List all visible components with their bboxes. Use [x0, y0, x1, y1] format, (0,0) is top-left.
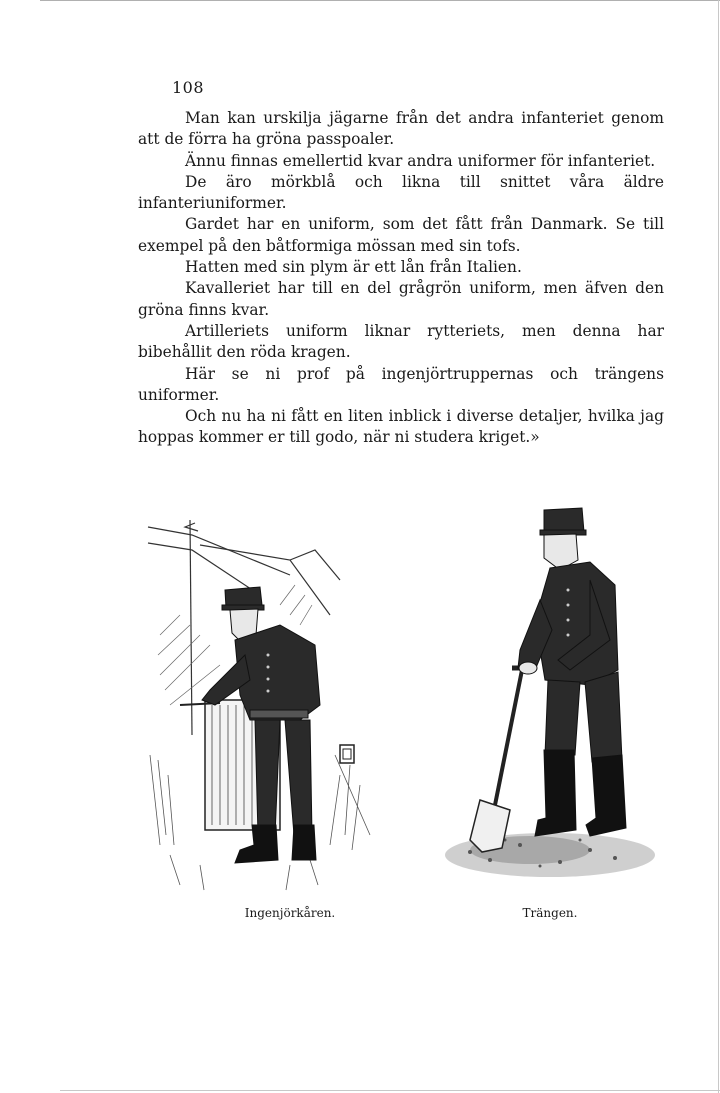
paragraph: Man kan urskilja jägarne från det andra infanteriet genom att de förra ha gröna passpoaler. [138, 109, 664, 149]
page-edge-right [718, 0, 719, 1093]
paragraph: Hatten med sin plym är ett lån från Italien. [185, 258, 522, 277]
body-text [138, 108, 664, 449]
paragraph: Här se ni prof på ingenjörtruppernas och trängens uniformer. [138, 364, 664, 404]
paragraph: Gardet har en uniform, som det fått från Danmark. Se till exempel på den båtformiga mössan med sin tofs. [138, 215, 664, 255]
illustration-caption: Trängen. [522, 906, 578, 920]
soldier-at-tent-illustration [140, 505, 380, 895]
paragraph: Artilleriets uniform liknar rytteriets, men denna har bibehållit den röda kragen. [138, 321, 664, 362]
paragraph: De äro mörkblå och likna till snittet våra äldre infanteriuniformer. [138, 172, 664, 213]
paragraph: Ännu finnas emellertid kvar andra uniformer för infanteriet. [185, 151, 656, 170]
soldier-with-shovel-illustration [440, 500, 680, 895]
page-edge-bottom [60, 1090, 720, 1091]
paragraph: Och nu ha ni fått en liten inblick i diverse detaljer, hvilka jag hoppas kommer er till godo, när ni studera kriget.» [138, 407, 664, 447]
page-number: 108 [172, 78, 205, 97]
illustration-caption: Ingenjörkåren. [244, 906, 336, 920]
paragraph: Kavalleriet har till en del grågrön uniform, men äfven den gröna finns kvar. [138, 279, 664, 319]
page-edge-top [40, 0, 720, 1]
